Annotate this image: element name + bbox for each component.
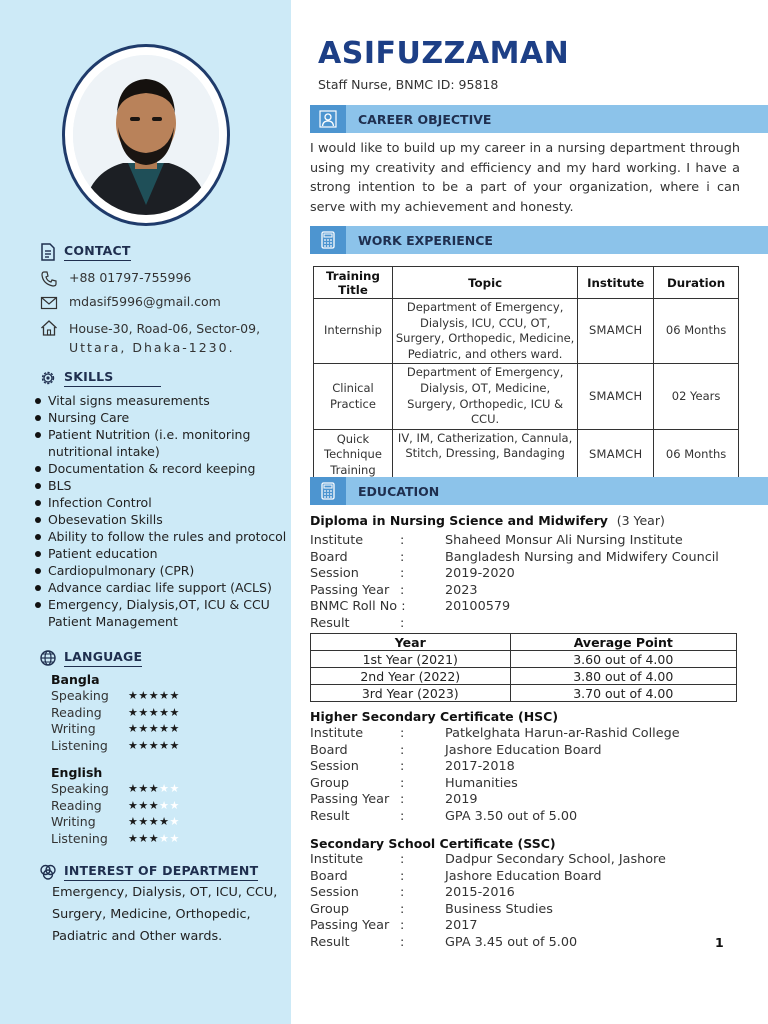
table-header-row: Year Average Point: [311, 634, 737, 651]
list-item: Obesevation Skills: [34, 511, 289, 528]
star-empty-icon: ★: [169, 831, 180, 845]
phone-number: +88 01797-755996: [69, 270, 192, 285]
info-label: Result: [310, 615, 350, 631]
info-value: [445, 616, 750, 633]
info-value: 2023: [445, 582, 478, 598]
diploma-info: [310, 533, 750, 633]
star-filled-icon: ★: [138, 689, 149, 702]
info-colon: :: [400, 726, 405, 741]
star-empty-icon: ★: [159, 782, 170, 795]
candidate-subtitle: Staff Nurse, BNMC ID: 95818: [318, 77, 499, 92]
info-label: Result: [310, 808, 350, 824]
info-colon: :: [400, 759, 405, 775]
info-value: 20100579: [445, 599, 511, 615]
info-label: Institute: [310, 533, 364, 548]
star-filled-icon: ★: [138, 798, 149, 812]
star-filled-icon: ★: [128, 722, 139, 736]
page-number: 1: [715, 935, 724, 950]
star-filled-icon: ★: [138, 815, 149, 829]
info-row: [310, 935, 750, 952]
info-colon: :: [400, 901, 405, 917]
calculator-icon: [310, 477, 346, 505]
info-row: [310, 885, 750, 902]
list-item: BLS: [34, 477, 289, 494]
star-filled-icon: ★: [138, 831, 149, 845]
star-filled-icon: ★: [148, 815, 160, 829]
star-filled-icon: ★: [169, 738, 180, 752]
info-row: [310, 599, 750, 616]
info-value: 2017-2018: [445, 759, 515, 775]
ssc-title: Secondary School Certificate (SSC): [310, 836, 556, 851]
info-row: [310, 550, 750, 567]
info-label: Board: [310, 742, 348, 758]
language-english: English Speaking ★★★★★ Reading ★★★★★ Writing ★★★★★ Listening ★★★★★: [51, 765, 180, 846]
work-experience-bar: [310, 226, 768, 254]
star-filled-icon: ★: [128, 689, 139, 702]
diploma-title: Diploma in Nursing Science and Midwifery (3 Year): [310, 513, 665, 528]
document-icon: [38, 242, 58, 262]
profile-photo-frame: [62, 44, 230, 226]
candidate-name: ASIFUZZAMAN: [318, 36, 570, 71]
career-objective-text: I would like to build up my career in a nursing department through using my creativity and efficiency and my hard working. I have a strong intention to be a part of your organization, where i can serve with my achievement and honesty.: [310, 141, 740, 215]
info-label: BNMC Roll No :: [310, 599, 406, 615]
info-label: Institute: [310, 852, 364, 867]
table-header-row: Training Title Topic Institute Duration: [314, 267, 739, 299]
list-item: Documentation & record keeping: [34, 460, 289, 477]
star-filled-icon: ★: [128, 798, 139, 812]
star-filled-icon: ★: [138, 705, 149, 719]
info-value: Humanities: [445, 775, 518, 791]
info-row: [310, 616, 750, 633]
list-item: Ability to follow the rules and protocol: [34, 528, 289, 545]
list-item: Patient education: [34, 545, 289, 562]
star-filled-icon: ★: [169, 689, 180, 702]
section-title: WORK EXPERIENCE: [358, 232, 493, 248]
info-colon: :: [400, 792, 405, 808]
info-label: Group: [310, 775, 349, 791]
info-row: [310, 902, 750, 919]
calculator-icon: [310, 226, 346, 254]
info-colon: :: [400, 918, 405, 934]
info-label: Board: [310, 549, 348, 565]
info-colon: :: [400, 868, 405, 884]
rating-row: Listening ★★★★★: [51, 737, 180, 753]
interest-text: Emergency, Dialysis, OT, ICU, CCU, Surgery, Medicine, Orthopedic, Padiatric and Other wards.: [52, 885, 278, 944]
list-item: Infection Control: [34, 494, 289, 511]
info-label: Result: [310, 934, 350, 950]
star-rating: [128, 738, 180, 755]
rating-row: Reading ★★★★★: [51, 704, 180, 720]
info-colon: :: [400, 533, 405, 548]
rating-row: Speaking ★★★★★: [51, 781, 180, 796]
star-rating: [128, 831, 180, 848]
house-icon: [38, 319, 60, 337]
star-filled-icon: ★: [138, 782, 149, 795]
info-row: [310, 743, 750, 760]
list-item: Cardiopulmonary (CPR): [34, 562, 289, 579]
info-value: Business Studies: [445, 901, 553, 917]
info-value: 2017: [445, 918, 478, 934]
star-filled-icon: ★: [138, 722, 149, 736]
star-filled-icon: ★: [148, 798, 160, 812]
info-colon: :: [400, 742, 405, 758]
info-row: [310, 533, 750, 550]
star-filled-icon: ★: [128, 705, 139, 719]
info-colon: :: [400, 808, 405, 824]
hsc-title: Higher Secondary Certificate (HSC): [310, 709, 559, 724]
star-rating: [128, 798, 180, 815]
info-row: [310, 583, 750, 600]
rating-row: Writing ★★★★★: [51, 814, 180, 830]
info-label: Session: [310, 566, 359, 582]
info-colon: :: [400, 885, 405, 901]
sidebar: [0, 0, 291, 1024]
info-colon: :: [400, 549, 405, 565]
star-rating: [128, 814, 180, 831]
career-objective-bar: [310, 105, 768, 133]
star-filled-icon: ★: [169, 722, 180, 736]
star-filled-icon: ★: [169, 705, 180, 719]
info-colon: :: [400, 934, 405, 950]
info-row: [310, 852, 750, 869]
rating-row: Reading ★★★★★: [51, 797, 180, 813]
star-filled-icon: ★: [128, 831, 139, 845]
info-row: [310, 759, 750, 776]
info-label: Passing Year: [310, 792, 390, 808]
star-filled-icon: ★: [138, 738, 149, 752]
info-value: 2019: [445, 792, 478, 808]
info-value: GPA 3.50 out of 5.00: [445, 808, 578, 824]
skills-list: [34, 392, 289, 630]
star-empty-icon: ★: [159, 798, 170, 812]
star-filled-icon: ★: [159, 815, 170, 829]
skills-heading: SKILLS: [38, 368, 161, 388]
info-colon: :: [400, 566, 405, 582]
info-value: Jashore Education Board: [445, 742, 602, 758]
info-row: [310, 809, 750, 826]
star-filled-icon: ★: [159, 738, 170, 752]
info-row: [310, 776, 750, 793]
info-colon: :: [400, 775, 405, 791]
info-value: GPA 3.45 out of 5.00: [445, 934, 578, 950]
info-value: Dadpur Secondary School, Jashore: [445, 852, 666, 867]
email-address: mdasif5996@gmail.com: [69, 294, 221, 309]
rating-row: Writing ★★★★★: [51, 721, 180, 737]
language-heading: LANGUAGE: [38, 648, 142, 668]
info-colon: :: [400, 852, 405, 867]
info-label: Passing Year: [310, 582, 390, 598]
star-empty-icon: ★: [159, 831, 170, 845]
contact-heading: CONTACT: [38, 242, 131, 262]
table-row: Internship Department of Emergency, Dialysis, ICU, CCU, OT, Surgery, Orthopedic, Medicine, Pediatric, and others ward. SMAMCH 06 Months: [314, 299, 739, 364]
star-filled-icon: ★: [148, 705, 160, 719]
star-rating: [128, 705, 180, 722]
info-value: Shaheed Monsur Ali Nursing Institute: [445, 533, 683, 548]
rating-row: Listening ★★★★★: [51, 830, 180, 846]
info-value: 2019-2020: [445, 566, 515, 582]
person-icon: [310, 105, 346, 133]
info-value: Patkelghata Harun-ar-Rashid College: [445, 726, 680, 741]
diploma-grades-table: [310, 633, 737, 702]
star-filled-icon: ★: [148, 689, 160, 702]
info-row: [310, 869, 750, 886]
work-experience-table: [313, 266, 739, 482]
star-filled-icon: ★: [128, 782, 139, 795]
globe-icon: [38, 648, 58, 668]
list-item: Advance cardiac life support (ACLS): [34, 579, 289, 596]
star-filled-icon: ★: [159, 722, 170, 736]
profile-photo: [73, 55, 219, 215]
table-row: Quick Technique Training IV, IM, Catherization, Cannula, Stitch, Dressing, Bandaging SMAMCH 06 Months: [314, 429, 739, 481]
info-label: Session: [310, 885, 359, 901]
table-row: 2nd Year (2022) 3.80 out of 4.00: [311, 668, 737, 685]
star-empty-icon: ★: [169, 798, 180, 812]
phone-icon: [38, 270, 60, 288]
rings-icon: [38, 862, 58, 882]
contact-address: [38, 319, 260, 357]
info-label: Session: [310, 759, 359, 775]
table-row: 3rd Year (2023) 3.70 out of 4.00: [311, 685, 737, 702]
info-value: Jashore Education Board: [445, 868, 602, 884]
star-filled-icon: ★: [148, 782, 160, 795]
info-label: Group: [310, 901, 349, 917]
address: House-30, Road-06, Sector-09, Uttara, Dhaka-1230.: [69, 321, 261, 355]
star-rating: [128, 721, 180, 738]
info-row: [310, 792, 750, 809]
star-filled-icon: ★: [128, 815, 139, 829]
contact-email: [38, 294, 221, 312]
ssc-info: [310, 852, 750, 952]
info-label: Board: [310, 868, 348, 884]
star-rating: [128, 781, 180, 798]
person-portrait-icon: [73, 55, 219, 215]
info-row: [310, 918, 750, 935]
list-item: Nursing Care: [34, 409, 289, 426]
rating-row: Speaking ★★★★★: [51, 688, 180, 703]
info-value: 2015-2016: [445, 885, 515, 901]
interest-heading: INTEREST OF DEPARTMENT: [38, 862, 258, 882]
list-item: Vital signs measurements: [34, 392, 289, 409]
envelope-icon: [38, 294, 60, 312]
star-filled-icon: ★: [148, 738, 160, 752]
star-filled-icon: ★: [148, 831, 160, 845]
hsc-info: [310, 726, 750, 826]
info-colon: :: [400, 615, 405, 631]
star-filled-icon: ★: [128, 738, 139, 752]
star-filled-icon: ★: [148, 722, 160, 736]
section-title: CAREER OBJECTIVE: [358, 111, 492, 127]
section-title: EDUCATION: [358, 483, 440, 499]
gear-icon: [38, 368, 58, 388]
info-label: Passing Year: [310, 918, 390, 934]
education-bar: [310, 477, 768, 505]
star-empty-icon: ★: [169, 815, 180, 829]
info-colon: :: [400, 582, 405, 598]
star-filled-icon: ★: [159, 689, 170, 702]
contact-phone: [38, 270, 191, 288]
star-rating: [128, 688, 180, 705]
info-row: [310, 566, 750, 583]
info-value: Bangladesh Nursing and Midwifery Council: [445, 549, 719, 565]
language-bangla: Bangla Speaking ★★★★★ Reading ★★★★★ Writing ★★★★★ Listening ★★★★★: [51, 672, 180, 753]
table-row: 1st Year (2021) 3.60 out of 4.00: [311, 651, 737, 668]
list-item: Emergency, Dialysis,OT, ICU & CCU Patient Management: [34, 596, 289, 630]
star-empty-icon: ★: [169, 782, 180, 795]
info-label: Institute: [310, 726, 364, 741]
info-row: [310, 726, 750, 743]
star-filled-icon: ★: [159, 705, 170, 719]
list-item: Patient Nutrition (i.e. monitoring nutritional intake): [34, 426, 289, 460]
table-row: Clinical Practice Department of Emergency, Dialysis, OT, Medicine, Surgery, Orthopedic, ICU & CCU. SMAMCH 02 Years: [314, 364, 739, 429]
